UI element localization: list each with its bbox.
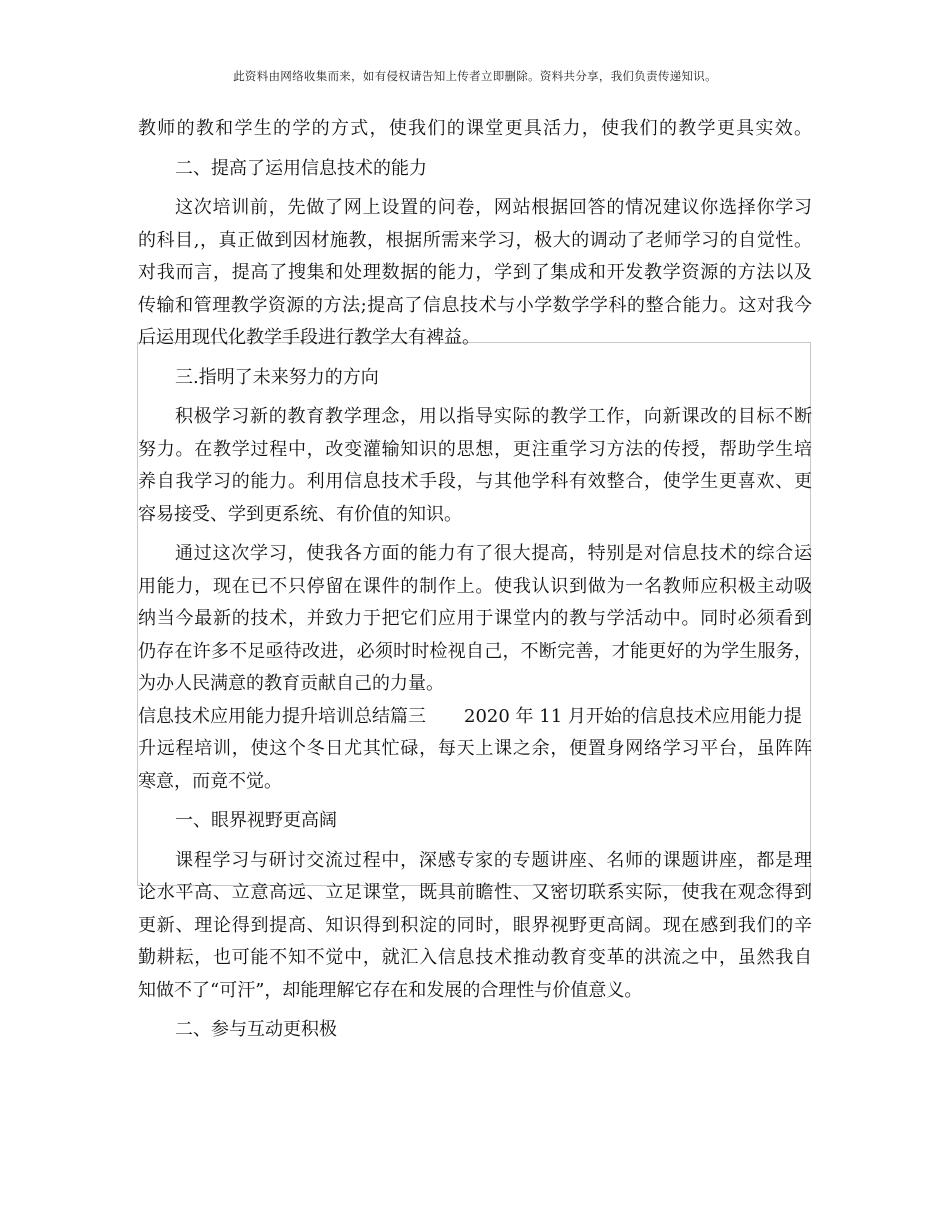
paragraph-line: 容易接受、学到更系统、有价值的知识。 [138,503,462,525]
paragraph-line: 纳当今最新的技术，并致力于把它们应用于课堂内的教与学活动中。同时必须看到 [138,608,812,629]
paragraph-line: 勤耕耘，也可能不知不觉中，就汇入信息技术推动教育变革的洪流之中，虽然我自 [138,947,812,968]
paragraph-line: 努力。在教学过程中，改变灌输知识的思想，更注重学习方法的传授，帮助学生培 [138,438,812,460]
paragraph-line: 课程学习与研讨交流过程中，深感专家的专题讲座、名师的课题讲座，都是理 [175,849,812,871]
paragraph-line: 寒意，而竟不觉。 [138,770,282,792]
article-title-line [138,701,812,734]
paragraph-line: 用能力，现在已不只停留在课件的制作上。使我认识到做为一名教师应积极主动吸 [138,575,812,597]
paragraph-line: 积极学习新的教育教学理念，用以指导实际的教学工作，向新课改的目标不断 [175,406,812,427]
paragraph-line: 为办人民满意的教育贡献自己的力量。 [138,673,444,694]
article-title: 信息技术应用能力提升培训总结篇三 [138,705,426,727]
paragraph-line: 论水平高、立意高远、立足课堂，既具前瞻性、又密切联系实际，使我在观念得到 [138,882,812,903]
paragraph-line: 的科目,，真正做到因材施教，根据所需来学习，极大的调动了老师学习的自觉性。 [138,229,812,251]
paragraph-line: 升远程培训，使这个冬日尤其忙碌，每天上课之余，便置身网络学习平台，虽阵阵 [138,738,812,759]
section-heading: 一、眼界视野更高阔 [175,810,337,831]
paragraph-line: 教师的教和学生的学的方式，使我们的课堂更具活力，使我们的教学更具实效。 [138,118,812,139]
paragraph-line: 知做不了“可汗”，却能理解它存在和发展的合理性与价值意义。 [138,979,643,1001]
paragraph-line: 更新、理论得到提高、知识得到积淀的同时，眼界视野更高阔。现在感到我们的辛 [138,914,812,936]
section-heading: 二、参与互动更积极 [175,1019,337,1040]
paragraph-line: 仍存在许多不足亟待改进，必须时时检视自己，不断完善，才能更好的为学生服务， [138,640,812,662]
paragraph-line: 通过这次学习，使我各方面的能力有了很大提高，特别是对信息技术的综合运 [175,543,812,564]
header-disclaimer: 此资料由网络收集而来，如有侵权请告知上传者立即删除。资料共分享，我们负责传递知识。 [233,69,717,83]
paragraph-line: 后运用现代化教学手段进行教学大有裨益。 [138,327,480,348]
paragraph-line: 2020 年 11 月开始的信息技术应用能力提 [464,705,802,727]
paragraph-line: 传输和管理教学资源的方法;提高了信息技术与小学数学学科的整合能力。这对我今 [138,294,812,316]
paragraph-line: 这次培训前，先做了网上设置的问卷，网站根据回答的情况建议你选择你学习 [175,197,812,218]
section-heading: 三.指明了未来努力的方向 [175,366,379,388]
paragraph-line: 对我而言，提高了搜集和处理数据的能力，学到了集成和开发教学资源的方法以及 [138,262,812,283]
document-body [138,113,812,1047]
section-heading: 二、提高了运用信息技术的能力 [175,157,427,179]
paragraph-line: 养自我学习的能力。利用信息技术手段，与其他学科有效整合，使学生更喜欢、更 [138,471,812,492]
